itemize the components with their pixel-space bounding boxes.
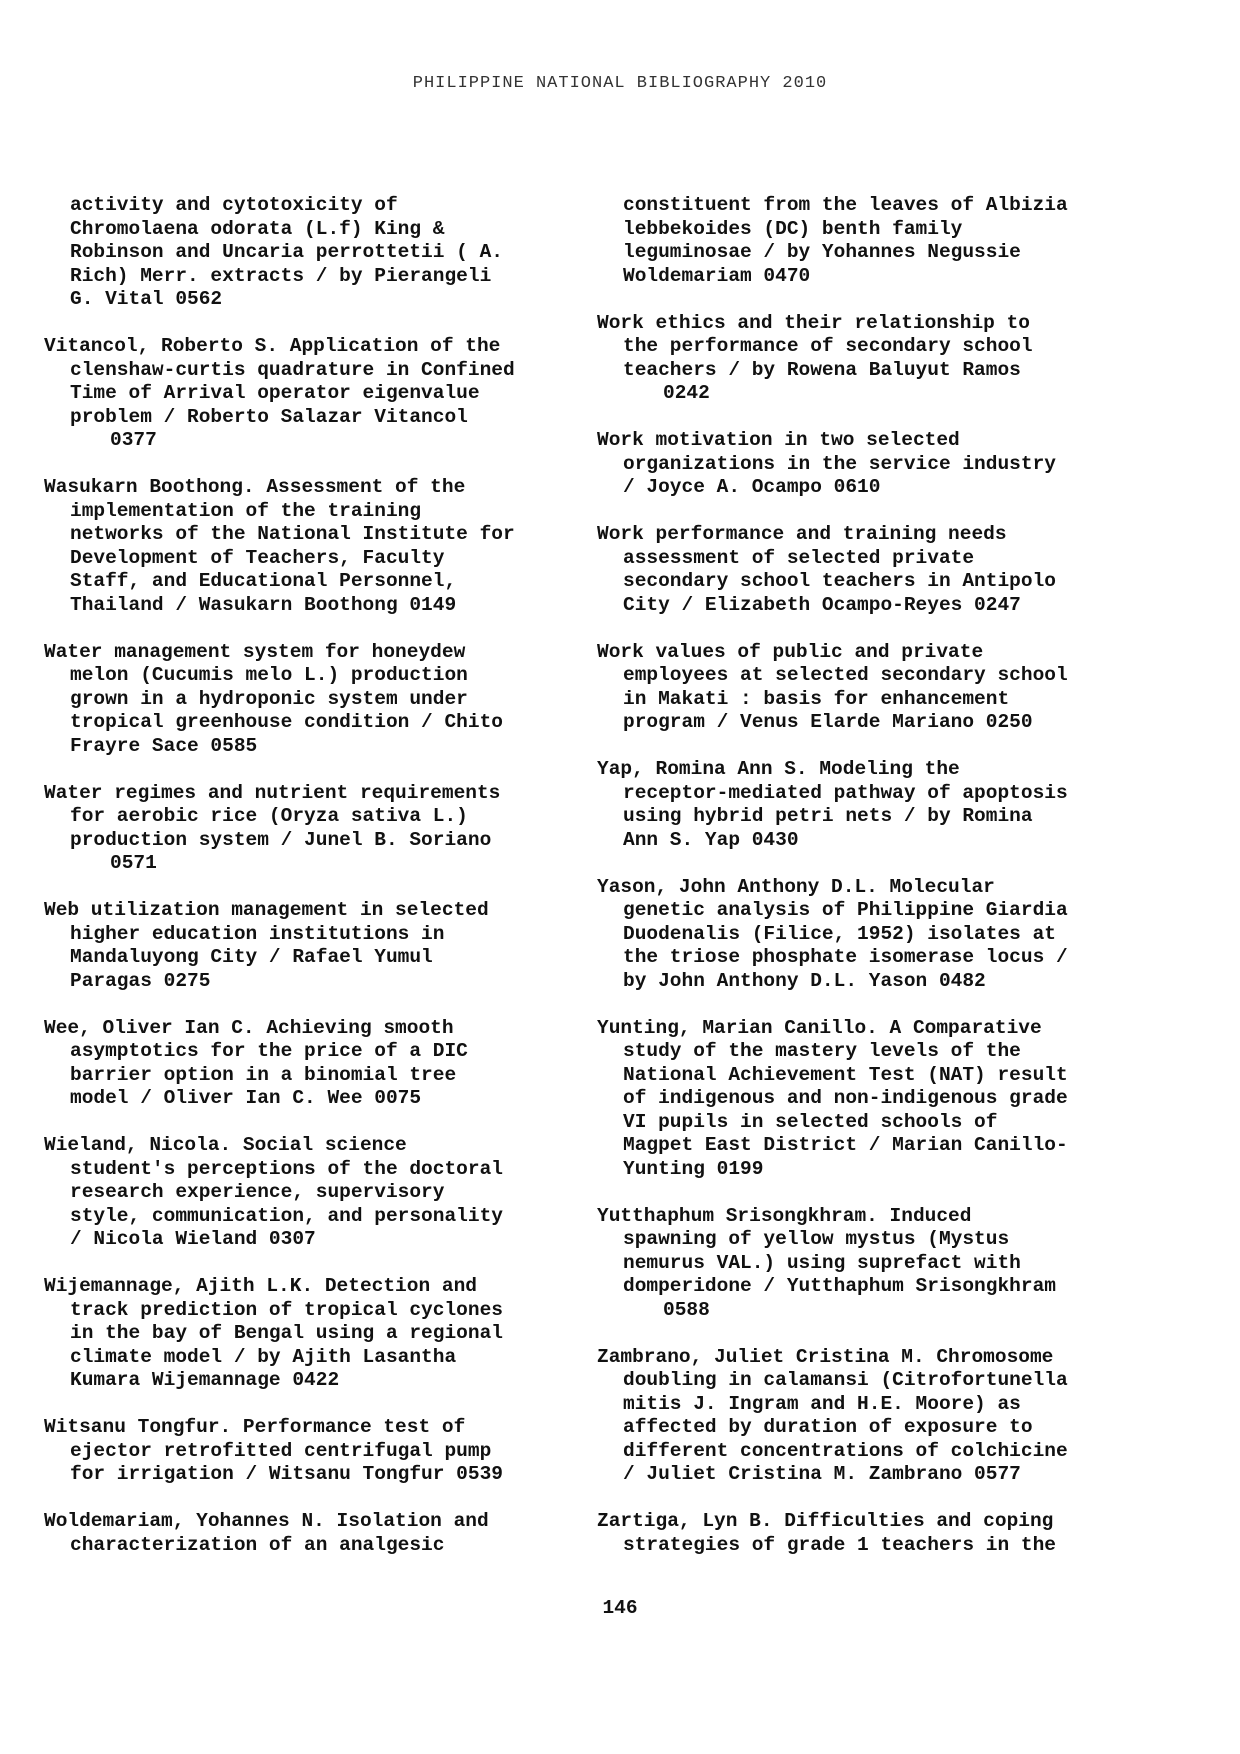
entry-line: 0377 — [110, 429, 157, 451]
left-column — [44, 194, 564, 1581]
entry-line: 0588 — [663, 1298, 710, 1321]
entry-line: Zambrano, Juliet Cristina M. Chromosome — [597, 1345, 1054, 1368]
entry-line: of indigenous and non-indigenous grade — [623, 1087, 1068, 1109]
bibliography-entry — [597, 876, 1142, 994]
entry-line: leguminosae / by Yohannes Negussie — [623, 241, 1021, 263]
entry-line: 0571 — [110, 852, 157, 874]
entry-line: / Joyce A. Ocampo 0610 — [623, 476, 881, 498]
bibliography-entry — [44, 335, 564, 453]
entry-line: / Nicola Wieland 0307 — [70, 1228, 316, 1250]
entry-line: in the bay of Bengal using a regional — [70, 1322, 503, 1344]
entry-line: Thailand / Wasukarn Boothong 0149 — [70, 593, 457, 616]
entry-line: VI pupils in selected schools of — [623, 1110, 998, 1133]
bibliography-entry — [44, 194, 564, 312]
entry-line: Chromolaena odorata (L.f) King & — [70, 217, 445, 240]
entry-line: Vitancol, Roberto S. Application of the — [44, 335, 501, 357]
entry-line: characterization of an analgesic — [70, 1533, 445, 1556]
entry-line: National Achievement Test (NAT) result — [623, 1063, 1068, 1086]
bibliography-entry — [44, 1510, 564, 1557]
entry-line: activity and cytotoxicity of — [70, 194, 398, 216]
bibliography-entry — [44, 1134, 564, 1252]
bibliography-entry — [44, 476, 564, 617]
bibliography-entry — [597, 1205, 1142, 1323]
entry-line: Zartiga, Lyn B. Difficulties and coping — [597, 1510, 1054, 1532]
entry-line: Robinson and Uncaria perrottetii ( A. — [70, 241, 503, 263]
entry-line: constituent from the leaves of Albizia — [623, 194, 1068, 216]
bibliography-entry — [44, 1017, 564, 1111]
entry-line: Mandaluyong City / Rafael Yumul — [70, 946, 433, 968]
entry-line: ejector retrofitted centrifugal pump — [70, 1439, 492, 1462]
entry-line: climate model / by Ajith Lasantha — [70, 1345, 457, 1368]
bibliography-entry — [44, 1275, 564, 1393]
entry-line: Work values of public and private — [597, 640, 984, 663]
entry-line: Work performance and training needs — [597, 523, 1007, 545]
entry-line: the triose phosphate isomerase locus / — [623, 946, 1068, 968]
entry-line: Water management system for honeydew — [44, 640, 466, 663]
entry-line: spawning of yellow mystus (Mystus — [623, 1228, 1010, 1250]
entry-line: higher education institutions in — [70, 922, 445, 945]
bibliography-entry — [597, 758, 1142, 852]
entry-line: strategies of grade 1 teachers in the — [623, 1533, 1056, 1556]
bibliography-entry — [597, 1017, 1142, 1182]
entry-line: program / Venus Elarde Mariano 0250 — [623, 711, 1033, 733]
entry-line: barrier option in a binomial tree — [70, 1063, 457, 1086]
entry-line: / Juliet Cristina M. Zambrano 0577 — [623, 1463, 1021, 1485]
entry-line: Staff, and Educational Personnel, — [70, 570, 457, 592]
entry-line: Woldemariam, Yohannes N. Isolation and — [44, 1510, 489, 1532]
entry-line: mitis J. Ingram and H.E. Moore) as — [623, 1392, 1021, 1415]
entry-line: for aerobic rice (Oryza sativa L.) — [70, 805, 468, 827]
entry-line: Work ethics and their relationship to — [597, 311, 1030, 334]
entry-line: receptor-mediated pathway of apoptosis — [623, 781, 1068, 804]
entry-line: Paragas 0275 — [70, 969, 211, 992]
entry-line: asymptotics for the price of a DIC — [70, 1040, 468, 1062]
entry-line: grown in a hydroponic system under — [70, 687, 468, 710]
entry-line: Duodenalis (Filice, 1952) isolates at — [623, 922, 1056, 945]
entry-line: for irrigation / Witsanu Tongfur 0539 — [70, 1463, 503, 1485]
entry-line: Wijemannage, Ajith L.K. Detection and — [44, 1275, 477, 1297]
running-head: PHILIPPINE NATIONAL BIBLIOGRAPHY 2010 — [412, 74, 828, 93]
right-column — [597, 194, 1142, 1581]
entry-line: Wee, Oliver Ian C. Achieving smooth — [44, 1016, 454, 1039]
entry-line: lebbekoides (DC) benth family — [623, 217, 963, 240]
entry-line: nemurus VAL.) using suprefact with — [623, 1251, 1021, 1274]
bibliography-entry — [597, 194, 1142, 288]
bibliography-entry — [597, 1346, 1142, 1487]
entry-line: model / Oliver Ian C. Wee 0075 — [70, 1087, 422, 1109]
entry-line: City / Elizabeth Ocampo-Reyes 0247 — [623, 593, 1021, 616]
bibliography-entry — [44, 1416, 564, 1487]
entry-line: student's perceptions of the doctoral — [70, 1157, 503, 1180]
entry-line: secondary school teachers in Antipolo — [623, 570, 1056, 592]
entry-line: domperidone / Yutthaphum Srisongkhram — [623, 1275, 1056, 1297]
entry-line: clenshaw-curtis quadrature in Confined — [70, 358, 515, 381]
entry-line: genetic analysis of Philippine Giardia — [623, 899, 1068, 921]
entry-line: teachers / by Rowena Baluyut Ramos — [623, 358, 1021, 381]
entry-line: Yunting, Marian Canillo. A Comparative — [597, 1016, 1042, 1039]
entry-line: Wasukarn Boothong. Assessment of the — [44, 476, 466, 498]
entry-line: Time of Arrival operator eigenvalue — [70, 382, 480, 404]
entry-line: in Makati : basis for enhancement — [623, 687, 1010, 710]
entry-line: affected by duration of exposure to — [623, 1416, 1033, 1438]
entry-line: networks of the National Institute for — [70, 523, 515, 545]
entry-line: assessment of selected private — [623, 546, 975, 569]
entry-line: melon (Cucumis melo L.) production — [70, 664, 468, 686]
entry-line: Frayre Sace 0585 — [70, 734, 258, 757]
entry-line: style, communication, and personality — [70, 1204, 503, 1227]
entry-line: different concentrations of colchicine — [623, 1439, 1068, 1462]
entry-line: production system / Junel B. Soriano — [70, 828, 492, 851]
entry-line: Rich) Merr. extracts / by Pierangeli — [70, 264, 492, 287]
entry-line: G. Vital 0562 — [70, 288, 223, 310]
entry-line: the performance of secondary school — [623, 335, 1033, 357]
entry-line: problem / Roberto Salazar Vitancol — [70, 405, 468, 428]
bibliography-entry — [44, 782, 564, 876]
bibliography-entry — [597, 641, 1142, 735]
entry-line: employees at selected secondary school — [623, 664, 1068, 686]
entry-line: organizations in the service industry — [623, 452, 1056, 475]
bibliography-entry — [44, 641, 564, 759]
entry-line: study of the mastery levels of the — [623, 1040, 1021, 1062]
entry-line: Water regimes and nutrient requirements — [44, 781, 501, 804]
entry-line: Yutthaphum Srisongkhram. Induced — [597, 1204, 972, 1227]
bibliography-entry — [597, 429, 1142, 500]
entry-line: Magpet East District / Marian Canillo- — [623, 1134, 1068, 1156]
bibliography-entry — [44, 899, 564, 993]
bibliography-entry — [597, 1510, 1142, 1557]
entry-line: 0242 — [663, 382, 710, 404]
entry-line: Witsanu Tongfur. Performance test of — [44, 1416, 466, 1438]
entry-line: research experience, supervisory — [70, 1181, 445, 1203]
entry-line: Development of Teachers, Faculty — [70, 546, 445, 569]
entry-line: tropical greenhouse condition / Chito — [70, 711, 503, 733]
entry-line: Woldemariam 0470 — [623, 264, 811, 287]
entry-line: Kumara Wijemannage 0422 — [70, 1369, 340, 1391]
entry-line: track prediction of tropical cyclones — [70, 1298, 503, 1321]
bibliography-entry — [597, 312, 1142, 406]
entry-line: Yunting 0199 — [623, 1157, 764, 1180]
entry-line: by John Anthony D.L. Yason 0482 — [623, 969, 986, 992]
entry-line: Web utilization management in selected — [44, 899, 489, 921]
entry-line: Yason, John Anthony D.L. Molecular — [597, 875, 995, 898]
entry-line: Yap, Romina Ann S. Modeling the — [597, 758, 960, 780]
entry-line: Work motivation in two selected — [597, 429, 960, 451]
entry-line: doubling in calamansi (Citrofortunella — [623, 1369, 1068, 1391]
bibliography-entry — [597, 523, 1142, 617]
entry-line: Ann S. Yap 0430 — [623, 828, 799, 851]
entry-line: Wieland, Nicola. Social science — [44, 1134, 407, 1156]
entry-line: using hybrid petri nets / by Romina — [623, 805, 1033, 827]
page-number: 146 — [602, 1597, 638, 1619]
entry-line: implementation of the training — [70, 499, 422, 522]
